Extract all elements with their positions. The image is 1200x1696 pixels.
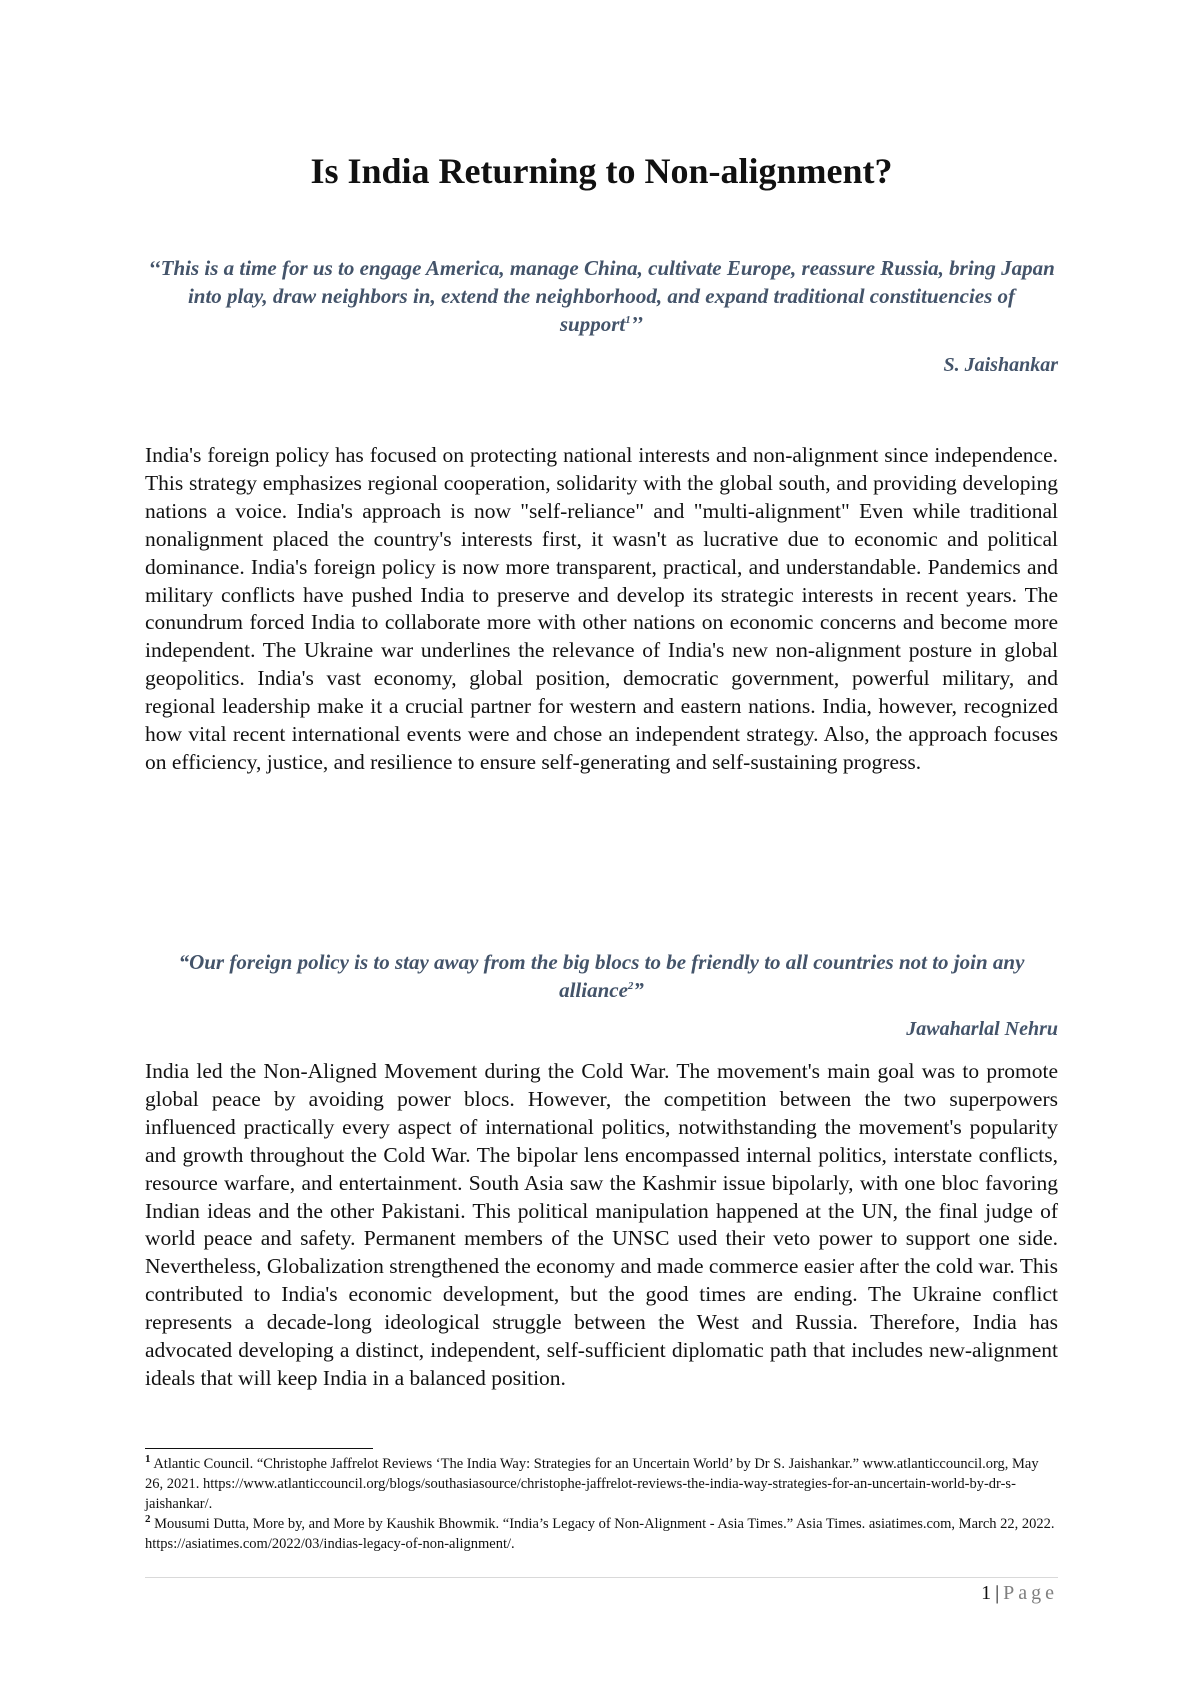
quote-1-text: ‘‘This is a time for us to engage America, manage China, cultivate Europe, reassure Russia, bring Japan into play, draw neighbors in, extend the neighborhood, and expand traditional constituencies of support: [148, 256, 1055, 336]
footnotes: [145, 1454, 1058, 1554]
epigraph-quote-2: [145, 948, 1058, 1004]
quote-1-attribution: S. Jaishankar: [943, 354, 1058, 376]
footnote-1-mark: 1: [145, 1453, 151, 1466]
footnote-1-text: Atlantic Council. “Christophe Jaffrelot Reviews ‘The India Way: Strategies for an Uncertain World’ by Dr S. Jaishankar.” www.atlanticcouncil.org, May 26, 2021. https://www.atlanticcouncil.org/blogs/southasiasource/christophe-jaffrelot-reviews-the-india-way-strategies-for-an-uncertain-world-by-dr-s-jaishankar/.: [145, 1456, 1039, 1512]
footnote-separator: [145, 1448, 373, 1449]
page-footer: [981, 1580, 1058, 1606]
body-paragraph-2: India led the Non-Aligned Movement during the Cold War. The movement's main goal was to promote global peace by avoiding power blocs. However, the competition between the two superpowers influenced practically every aspect of international politics, notwithstanding the movement's popularity and growth throughout the Cold War. The bipolar lens encompassed internal politics, interstate conflicts, resource warfare, and entertainment. South Asia saw the Kashmir issue bipolarly, with one bloc favoring Indian ideas and the other Pakistani. This political manipulation happened at the UN, the final judge of world peace and safety. Permanent members of the UNSC used their veto power to support one side. Nevertheless, Globalization strengthened the economy and made commerce easier after the cold war. This contributed to India's economic development, but the good times are ending. The Ukraine conflict represents a decade-long ideological struggle between the West and Russia. Therefore, India has advocated developing a distinct, independent, self-sufficient diplomatic path that includes new-alignment ideals that will keep India in a balanced position.: [145, 1059, 1058, 1390]
footnote-ref-2: 2: [627, 980, 634, 992]
quote-2-attribution: Jawaharlal Nehru: [906, 1018, 1058, 1040]
footer-separator-glyph: |: [995, 1582, 1000, 1604]
footnote-ref-1: 1: [625, 314, 631, 326]
footer-separator: [145, 1577, 1058, 1578]
quote-2-text: “Our foreign policy is to stay away from the big blocs to be friendly to all countries not to join any alliance: [178, 950, 1025, 1002]
footnote-2: [145, 1514, 1058, 1554]
body-paragraph-1: India's foreign policy has focused on protecting national interests and non-alignment since independence. This strategy emphasizes regional cooperation, solidarity with the global south, and providing developing nations a voice. India's approach is now "self-reliance" and "multi-alignment" Even while traditional nonalignment placed the country's interests first, it wasn't as lucrative due to economic and political dominance. India's foreign policy is now more transparent, practical, and understandable. Pandemics and military conflicts have pushed India to preserve and develop its strategic interests in recent years. The conundrum forced India to collaborate more with other nations on economic concerns and become more independent. The Ukraine war underlines the relevance of India's new non-alignment posture in global geopolitics. India's vast economy, global position, democratic government, powerful military, and regional leadership make it a crucial partner for western and eastern nations. India, however, recognized how vital recent international events were and chose an independent strategy. Also, the approach focuses on efficiency, justice, and resilience to ensure self-generating and self-sustaining progress.: [145, 443, 1058, 774]
footnote-2-mark: 2: [145, 1513, 151, 1526]
document-title: Is India Returning to Non-alignment?: [310, 151, 893, 191]
quote-2-close: ”: [633, 978, 644, 1002]
footnote-1: [145, 1454, 1058, 1514]
footnote-2-text: Mousumi Dutta, More by, and More by Kaushik Bhowmik. “India’s Legacy of Non-Alignment - Asia Times.” Asia Times. asiatimes.com, March 22, 2022. https://asiatimes.com/2022/03/indias-legacy-of-non-alignment/.: [145, 1516, 1055, 1552]
page-label: Page: [1003, 1582, 1058, 1604]
quote-1-close: ’’: [630, 312, 644, 336]
epigraph-quote-1: [145, 254, 1058, 338]
page-number: 1: [981, 1582, 992, 1604]
